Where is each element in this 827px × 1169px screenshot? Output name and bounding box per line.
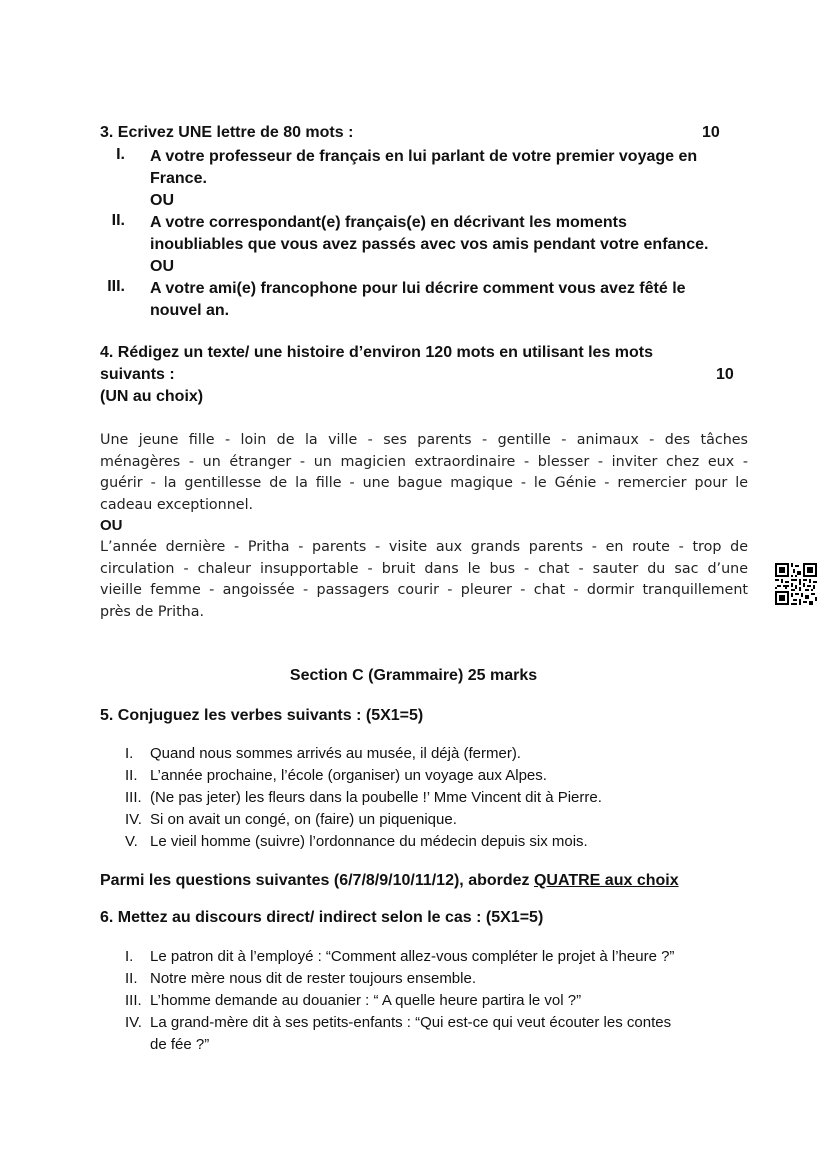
q4-option-1: Une jeune fille - loin de la ville - ses parents - gentille - animaux - des tâches ménagères - un étranger - un magicien extraordinaire - blesser - inviter chez eux - guérir - la gentillesse de la fille - une bague magique - le Génie - remercier pour le cadeau exceptionnel. [100, 432, 748, 513]
q3-item-3: A votre ami(e) francophone pour lui décrire comment vous avez fêté le nouvel an. [150, 280, 686, 319]
q5-heading: 5. Conjuguez les verbes suivants : (5X1=5) [100, 707, 424, 724]
q3-item-3-num: III. [107, 278, 125, 295]
q4-choice: (UN au choix) [100, 388, 204, 405]
q5-item: I. Quand nous sommes arrivés au musée, il déjà (fermer). [125, 745, 521, 762]
q4-marks: 10 [716, 366, 734, 383]
q4-heading-line2: suivants : [100, 366, 175, 383]
q3-marks: 10 [702, 124, 720, 141]
parmi-underlined: QUATRE aux choix [533, 872, 679, 889]
q3-or-2: OU [150, 258, 174, 275]
q5-item: III. (Ne pas jeter) les fleurs dans la poubelle !’ Mme Vincent dit à Pierre. [125, 789, 602, 806]
q3-item-1: A votre professeur de français en lui parlant de votre premier voyage en France. OU [150, 146, 735, 212]
q6-item: I. Le patron dit à l’employé : “Comment allez-vous compléter le projet à l’heure ?” [125, 948, 675, 965]
q3-item-2: A votre correspondant(e) français(e) en décrivant les moments inoubliables que vous avez passés avec vos amis pendant votre enfance. OU [150, 212, 735, 278]
q3-or-1: OU [150, 192, 174, 209]
q6-item: III. L’homme demande au douanier : “ A quelle heure partira le vol ?” [125, 992, 582, 1009]
q3-item-1-num: I. [116, 146, 125, 163]
q6-heading: 6. Mettez au discours direct/ indirect selon le cas : (5X1=5) [100, 909, 544, 926]
qr-code-icon [775, 563, 817, 605]
q4-or: OU [100, 517, 123, 534]
q6-item-continued: de fée ?” [150, 1036, 210, 1053]
q5-item: V. Le vieil homme (suivre) l’ordonnance du médecin depuis six mois. [125, 833, 588, 850]
q6-item: IV. La grand-mère dit à ses petits-enfants : “Qui est-ce qui veut écouter les contes [125, 1014, 672, 1031]
q3-heading: 3. Ecrivez UNE lettre de 80 mots : [100, 124, 354, 141]
q4-heading-line1: 4. Rédigez un texte/ une histoire d’environ 120 mots en utilisant les mots [100, 344, 654, 361]
q4-option-2: L’année dernière - Pritha - parents - visite aux grands parents - en route - trop de circulation - chaleur insupportable - bruit dans le bus - chat - sauter du sac d’une vieille femme - angoissée - passagers courir - pleurer - chat - dormir tranquillement près de Pritha. [100, 539, 748, 620]
parmi-instruction: Parmi les questions suivantes (6/7/8/9/10/11/12), abordez QUATRE aux choix [100, 872, 679, 889]
q5-item: IV. Si on avait un congé, on (faire) un piquenique. [125, 811, 457, 828]
q3-item-2-num: II. [111, 212, 125, 229]
q6-item: II. Notre mère nous dit de rester toujours ensemble. [125, 970, 476, 987]
q5-item: II. L’année prochaine, l’école (organiser) un voyage aux Alpes. [125, 767, 547, 784]
section-c-title: Section C (Grammaire) 25 marks [289, 667, 538, 684]
